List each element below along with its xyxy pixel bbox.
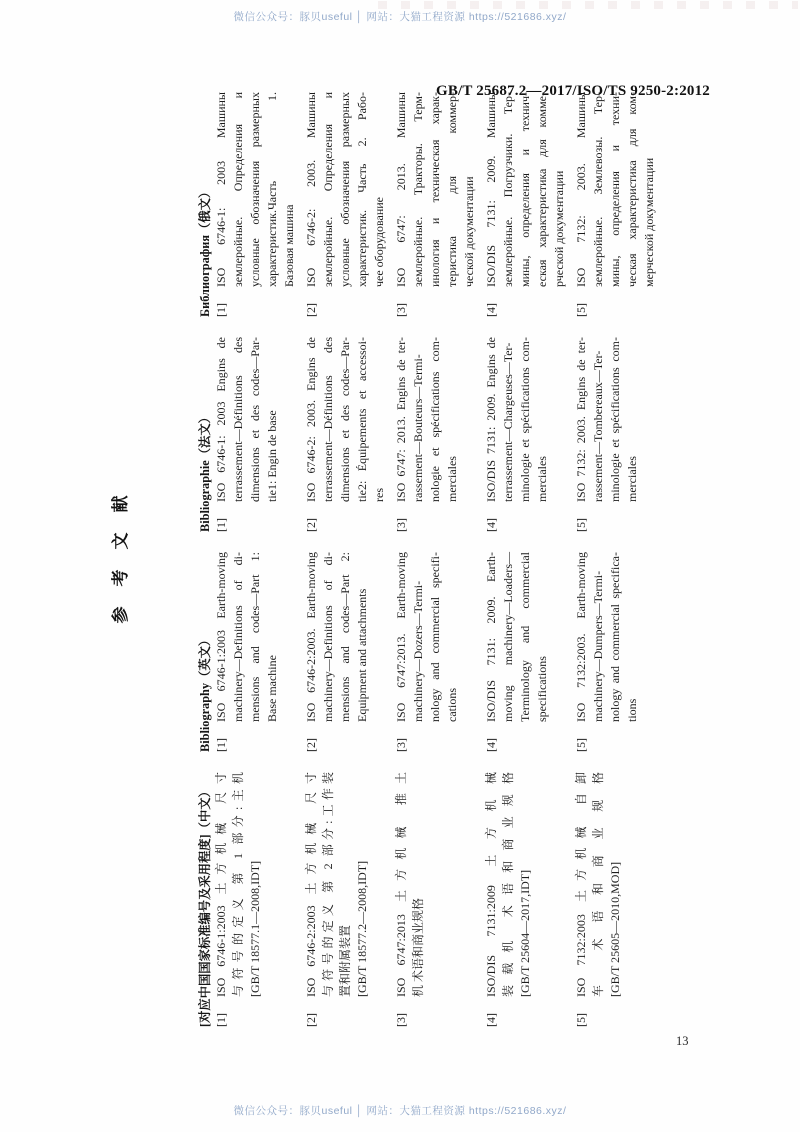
bibliography-title: 参考文献 [111, 475, 130, 624]
bib-entry-lines [573, 772, 658, 997]
bib-entry-line: землеройные. Землевозы. Тер- [591, 92, 605, 287]
bib-column-header: Bibliography（英文） [198, 633, 212, 752]
bib-entry-line: мерческой документации [642, 157, 656, 287]
bib-entry-line: res [372, 488, 386, 502]
page-number: 13 [676, 1034, 689, 1048]
bib-entry-line: характеристик.Часть 1. [265, 92, 279, 287]
bib-entry-marker: [4] [484, 1013, 498, 1027]
bib-entry-line: ISO 6747:2013. Earth-moving [394, 552, 408, 722]
bib-entry-line: ISO 6746-2:2003. Earth-moving [304, 552, 318, 722]
bib-entry-line: dimensions et des codes—Par- [248, 337, 262, 502]
bib-entry-line: machinery—Dumpers—Termi- [591, 570, 605, 722]
bib-entry-marker: [3] [394, 518, 408, 532]
bib-entry-line: minologie et spécifications com- [518, 337, 532, 502]
bib-entry-line: ISO 6746-1: 2003 Машины [214, 92, 228, 287]
bib-entry-lines [303, 772, 388, 997]
bib-entry-line: merciales [625, 456, 639, 502]
bib-entry [573, 337, 658, 532]
bibliography-table [198, 92, 658, 1027]
bib-entry [213, 772, 298, 1027]
bib-entry-line: ISO 6746-1: 2003 Engins de [214, 337, 228, 502]
bib-entry-lines [483, 92, 568, 287]
bib-entry [303, 552, 388, 752]
bib-entry-marker: [2] [304, 518, 318, 532]
bib-entry-lines [393, 552, 478, 722]
bib-entry-line: ческая характеристика для ком- [625, 92, 639, 287]
bib-column-english [198, 552, 658, 752]
bib-entry [573, 552, 658, 752]
bib-entry [303, 92, 388, 317]
bib-entry-line: terrassement—Chargeuses—Ter- [501, 342, 515, 502]
bib-column-header: [对应中国国家标准编号及采用程度]（中文） [198, 785, 212, 1027]
bib-entry-line: rassement—Tombereaux—Ter- [591, 350, 605, 502]
bib-entry-line: 与符号的定义 第 2 部分:工作装 [321, 772, 335, 997]
bib-entry-marker: [2] [304, 303, 318, 317]
bib-entry-marker: [3] [394, 738, 408, 752]
bib-entry-lines [483, 337, 568, 502]
bib-entry-line: mensions and codes—Part 2: [338, 552, 352, 722]
bib-entry-line: Terminology and commercial [518, 552, 532, 722]
bib-entry-line: ISO 6746-2: 2003. Машины [304, 92, 318, 287]
watermark-bottom: 微信公众号：豚贝useful │ 网站：大猫工程资源 https://521686.xyz/ [233, 1105, 567, 1117]
bib-entry-marker: [4] [484, 518, 498, 532]
bib-entry-lines [483, 772, 568, 997]
bib-entry [573, 92, 658, 317]
bib-entry-line: [GB/T 25605—2010,MOD] [608, 861, 622, 997]
bib-entry-line: 与符号的定义 第 1 部分:主机 [231, 772, 245, 997]
bib-entry [303, 337, 388, 532]
bib-entry-line: 置和附属装置 [338, 924, 352, 997]
bib-entry-lines [573, 92, 658, 287]
bib-entry [213, 552, 298, 752]
bib-entry-line: условные обозначения размерных [338, 92, 352, 287]
bib-entry-line: nology and commercial specifica- [608, 552, 622, 722]
bib-entry-line: еская характеристика для комме- [535, 92, 549, 287]
bib-entry-line: ISO 6746-2: 2003. Engins de [304, 337, 318, 502]
bib-entry [483, 337, 568, 532]
bib-entry-line: ISO 7132:2003 土方机械 自卸 [574, 772, 588, 997]
bib-entry-line: machinery—Definitions of di- [321, 552, 335, 722]
bib-entry [483, 772, 568, 1027]
bib-entry-line: ISO 6746-2:2003 土方机械 尺寸 [304, 772, 318, 997]
bib-entry-line: ISO/DIS 7131: 2009. Earth- [484, 552, 498, 722]
bib-entry-line: мины, определения и технич- [518, 92, 532, 287]
bib-entry [393, 772, 478, 1027]
bib-entry-lines [303, 92, 388, 287]
bib-entry-line: minologie et spécifications com- [608, 337, 622, 502]
bib-entry-marker: [2] [304, 1013, 318, 1027]
bib-entry-line: условные обозначения размерных [248, 92, 262, 287]
bib-entry-marker: [4] [484, 738, 498, 752]
bib-entry-lines [573, 337, 658, 502]
bib-entry-lines [303, 337, 388, 502]
bib-entry-line: 车 术语和商业规格 [591, 772, 605, 997]
bib-entry-line: Базовая машина [282, 204, 296, 287]
bib-column-chinese [198, 772, 658, 1027]
bib-entry-marker: [1] [214, 738, 228, 752]
bib-entry-line: cations [445, 688, 459, 722]
bib-entry-line: machinery—Dozers—Termi- [411, 580, 425, 722]
bib-entry-line: 装载机 术语和商业规格 [501, 772, 515, 997]
watermark-top: 微信公众号：豚贝useful │ 网站：大猫工程资源 https://521686.xyz/ [233, 11, 567, 23]
bib-entry-line: dimensions et des codes—Par- [338, 337, 352, 502]
bib-entry-lines [393, 337, 478, 502]
bib-column-header: Библиография（俄文） [198, 185, 212, 317]
bib-entry-line: землеройные. Определения и [321, 92, 335, 287]
bib-entry [213, 92, 298, 317]
bib-entry [393, 337, 478, 532]
bib-entry-line: Base machine [265, 655, 279, 722]
bib-entry-line: рческой документации [552, 170, 566, 287]
bib-entry-line: 机 术语和商业规格 [411, 897, 425, 997]
bib-entry-line: землеройные. Погрузчики. Тер- [501, 92, 515, 287]
standard-number-header: GB/T 25687.2—2017/ISO/TS 9250-2:2012 [435, 83, 710, 99]
bib-entry-lines [393, 772, 478, 997]
bib-entry-line: [GB/T 18577.2—2008,IDT] [355, 860, 369, 997]
bib-entry-line: чее оборудование [372, 197, 386, 287]
bib-entry-line: ISO 7132:2003. Earth-moving [574, 552, 588, 722]
bib-entry-lines [303, 552, 388, 722]
bib-entry-line: [GB/T 18577.1—2008,IDT] [248, 860, 262, 997]
bib-entry-line: nologie et spécifications com- [428, 337, 442, 502]
bib-entry-marker: [5] [574, 303, 588, 317]
bib-entry-line: terrassement—Définitions des [321, 337, 335, 502]
bib-entry [573, 772, 658, 1027]
bib-entry-line: ISO 6747: 2013. Engins de ter- [394, 337, 408, 502]
bib-entry-lines [573, 552, 658, 722]
bib-entry-marker: [3] [394, 1013, 408, 1027]
bib-entry-line: specifications [535, 656, 549, 722]
bib-entry [483, 92, 568, 317]
bib-entry-lines [213, 337, 298, 502]
bib-entry-line: tions [625, 698, 639, 722]
bib-entry-marker: [5] [574, 518, 588, 532]
bib-entry-line: tie2: Équipements et accessoi- [355, 337, 369, 502]
bib-entry-line: ISO 6746-1:2003 Earth-moving [214, 552, 228, 722]
bib-entry-line: ISO/DIS 7131: 2009. Машины [484, 92, 498, 287]
scan-artifact-row [378, 1, 798, 9]
bib-entry [393, 92, 478, 317]
bib-entry-marker: [5] [574, 1013, 588, 1027]
bib-entry-line: ISO/DIS 7131: 2009. Engins de [484, 337, 498, 502]
bib-entry-line: terrassement—Définitions des [231, 337, 245, 502]
bib-entry-lines [213, 772, 298, 997]
bib-entry-line: nology and commercial specifi- [428, 552, 442, 722]
bib-entry-line: землеройные. Определения и [231, 92, 245, 287]
bib-entry-line: machinery—Definitions of di- [231, 552, 245, 722]
bib-entry-line: ISO 7132: 2003. Машины [574, 92, 588, 287]
bib-entry-line: ческой документации [462, 176, 476, 287]
bib-column-header: Bibliographie（法文） [198, 411, 212, 532]
bib-entry-marker: [3] [394, 303, 408, 317]
bib-entry-lines [213, 92, 298, 287]
bib-entry-line: tie1: Engin de base [265, 410, 279, 502]
bib-entry-line: merciales [535, 456, 549, 502]
bib-entry [213, 337, 298, 532]
bib-entry-line: землеройные. Тракторы. Терм- [411, 92, 425, 287]
bib-entry-marker: [1] [214, 1013, 228, 1027]
bib-entry-line: rassement—Bouteurs—Termi- [411, 354, 425, 502]
bib-entry-marker: [1] [214, 303, 228, 317]
bib-entry-line: ISO 6747:2013 土方机械 推土 [394, 772, 408, 997]
bib-entry-marker: [1] [214, 518, 228, 532]
bib-column-russian [198, 92, 658, 317]
bib-entry [483, 552, 568, 752]
bib-entry-line: merciales [445, 456, 459, 502]
bib-entry-marker: [4] [484, 303, 498, 317]
bib-entry-marker: [5] [574, 738, 588, 752]
bib-entry [393, 552, 478, 752]
bib-entry-line: ISO 6747: 2013. Машины [394, 92, 408, 287]
bib-entry-lines [393, 92, 478, 287]
bib-entry-marker: [2] [304, 738, 318, 752]
bib-entry-line: ISO/DIS 7131:2009 土方机械 [484, 772, 498, 997]
bib-entry-line: теристика для коммер- [445, 92, 459, 287]
bib-entry-line: ISO 7132: 2003. Engins de ter- [574, 337, 588, 502]
bib-entry-line: ISO 6746-1:2003 土方机械 尺寸 [214, 772, 228, 997]
bib-entry-lines [213, 552, 298, 722]
bib-entry-line: mensions and codes—Part 1: [248, 552, 262, 722]
bib-entry-line: инология и техническая харак- [428, 92, 442, 287]
bib-entry-line: [GB/T 25604—2017,IDT] [518, 869, 532, 997]
rotated-bibliography-page [110, 92, 685, 1027]
bib-entry-line: moving machinery—Loaders— [501, 552, 515, 722]
bib-entry-line: Equipment and attachments [355, 588, 369, 722]
bib-entry-line: мины, определения и техни- [608, 92, 622, 287]
bib-entry [303, 772, 388, 1027]
bib-entry-lines [483, 552, 568, 722]
bib-entry-line: характеристик. Часть 2. Рабо- [355, 92, 369, 287]
bib-column-french [198, 337, 658, 532]
